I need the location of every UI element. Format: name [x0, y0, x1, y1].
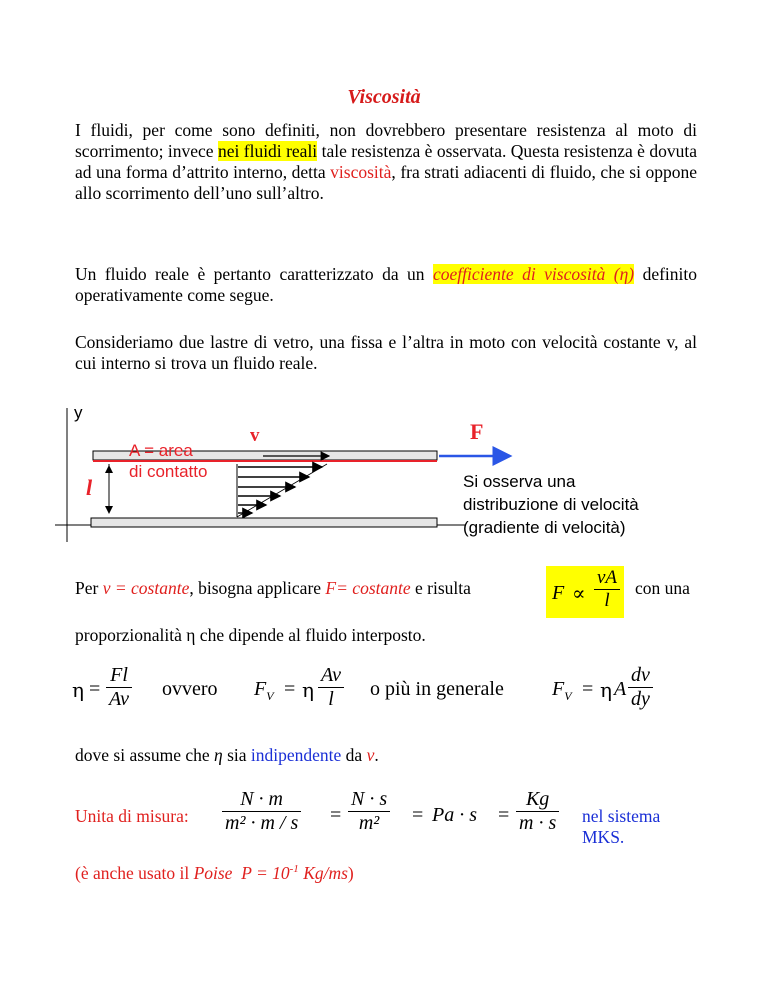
- fraction-av-over-l: $\frac{Av}{l}$: [318, 664, 344, 711]
- fv-symbol: $F_V$: [254, 678, 274, 703]
- bottom-plate: [91, 518, 437, 527]
- l-label: l: [86, 475, 93, 500]
- text-generale: o più in generale: [370, 678, 504, 700]
- paragraph-independence: dove si assume che η sia indipendente da v.: [75, 745, 379, 765]
- f-label: F: [470, 419, 484, 444]
- poise-note: (è anche usato il Poise $P = 10^{-1}$ Kg/ms): [75, 863, 354, 883]
- equations-row: η = $\frac{Fl}{Av}$ ovvero $F_V$ = η $\frac{Av}{l}$ o più in generale $F_V$ = η A $\frac{dv}{dy}$: [72, 664, 712, 720]
- pascal-second: Pa · s: [432, 804, 477, 826]
- fraction-nm: $\frac{N \cdot m}{\text{m² · m / s}}$: [222, 788, 301, 835]
- note-line-1: Si osserva una: [463, 472, 576, 491]
- paragraph-intro: I fluidi, per come sono definiti, non dovrebbero presentare resistenza al moto di scorrimento; invece nei fluidi reali tale resistenza è osservata. Questa resistenza è dovuta ad una forma d’attrito interno, detta viscosità, fra strati adiacenti di fluido, che si oppone allo scorrimento dell’uno sull’altro.: [75, 120, 697, 203]
- fv-symbol-2: $F_V$: [552, 678, 572, 703]
- highlight-coefficient: coefficiente di viscosità (η): [433, 264, 635, 284]
- paragraph-eta: proporzionalità η che dipende al fluido interposto.: [75, 625, 426, 645]
- formula-proportional-highlight: F ∝ $\frac{vA}{l}$: [546, 566, 624, 618]
- text-mks: nel sistema MKS.: [582, 806, 661, 847]
- highlight-fluidi-reali: nei fluidi reali: [217, 141, 318, 161]
- y-axis-label: y: [74, 403, 83, 422]
- term-viscosita: viscosità: [330, 162, 392, 182]
- paragraph-coefficient: Un fluido reale è pertanto caratterizzato da un coefficiente di viscosità (η) definito operativamente come segue.: [75, 264, 698, 305]
- fraction-dv-over-dy: $\frac{dv}{dy}$: [628, 664, 653, 711]
- condition-f: F= costante: [325, 578, 411, 598]
- v-label: v: [250, 425, 260, 446]
- fraction-fl-over-av: $\frac{Fl}{Av}$: [106, 664, 132, 711]
- fraction-kg: $\frac{Kg}{m \cdot s}$: [516, 788, 559, 835]
- plates-diagram: [55, 400, 715, 550]
- profile-envelope: [237, 464, 327, 517]
- fraction-ns: $\frac{N \cdot s}{\text{m²}}$: [348, 788, 390, 835]
- condition-v: v = costante: [102, 578, 190, 598]
- units-formula: $\frac{N \cdot m}{\text{m² · m / s}}$ = $\frac{N \cdot s}{\text{m²}}$ = Pa · s = $\frac{Kg}{m \cdot s}$ nel sistema MKS.: [222, 788, 692, 848]
- page-title: Viscosità: [347, 86, 421, 108]
- units-label: Unita di misura:: [75, 806, 189, 826]
- area-label-2: di contatto: [129, 462, 208, 481]
- note-line-2: distribuzione di velocità: [463, 495, 639, 514]
- fraction-va-over-l: $\frac{vA}{l}$: [594, 567, 620, 612]
- paragraph-setup: Consideriamo due lastre di vetro, una fissa e l’altra in moto con velocità costante v, al cui interno si trova un fluido reale.: [75, 332, 697, 373]
- paragraph-proportionality: Per v = costante, bisogna applicare F= costante e risulta: [75, 578, 471, 598]
- text-ovvero: ovvero: [162, 678, 218, 700]
- area-label-1: A = area: [129, 441, 193, 460]
- note-line-3: (gradiente di velocità): [463, 518, 626, 537]
- text-con-una: con una: [635, 578, 690, 598]
- term-indipendente: indipendente: [250, 745, 342, 765]
- eta-symbol: η: [72, 678, 84, 702]
